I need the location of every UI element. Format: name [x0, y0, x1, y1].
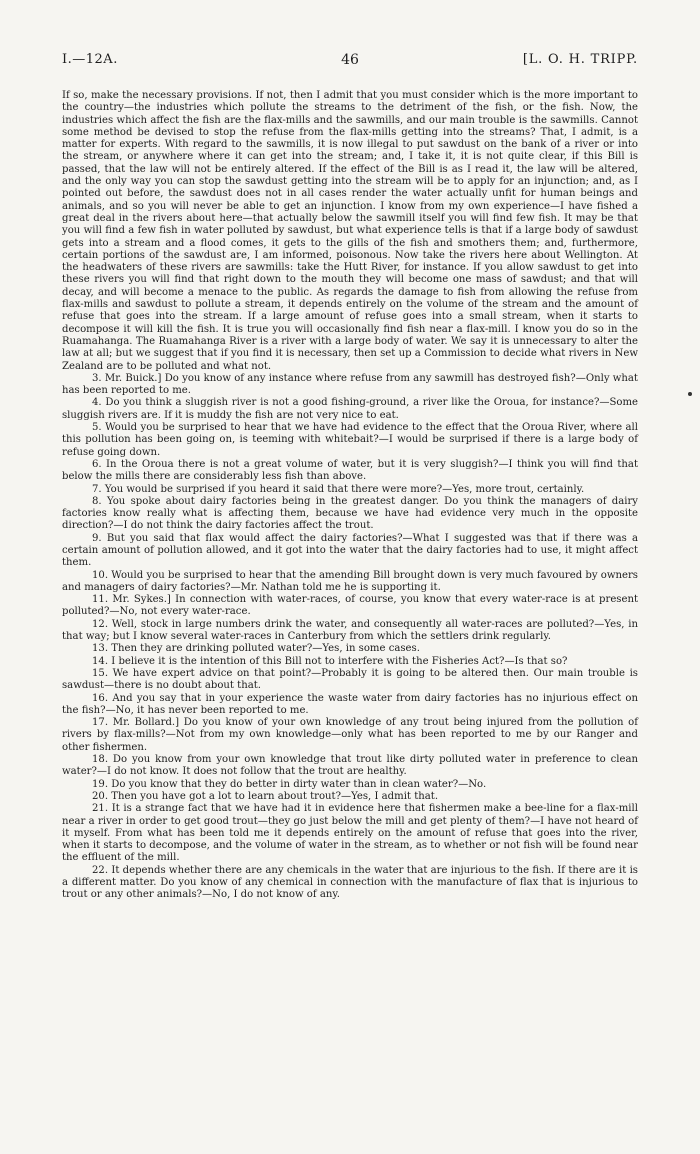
question-answer-9: 9. But you said that flax would affect the dairy factories?—What I suggested was that if there was a certain amount of pollution allowed, and it got into the water that the dairy factories had to use, it might affect them.: [62, 532, 638, 569]
question-answer-15: 15. We have expert advice on that point?—Probably it is going to be altered then. Our main trouble is sawdust—there is no doubt about that.: [62, 667, 638, 692]
question-answer-4: 4. Do you think a sluggish river is not a good fishing-ground, a river like the Oroua, for instance?—Some sluggish rivers are. If it is muddy the fish are not very nice to eat.: [62, 397, 638, 421]
paper-reference: I.—12A.: [62, 52, 118, 67]
question-answer-11: 11. Mr. Sykes.] In connection with water-races, of course, you know that every water-race is at present polluted?—No, not every water-race.: [62, 594, 638, 618]
question-answer-6: 6. In the Oroua there is not a great volume of water, but it is very sluggish?—I think you will find that below the mills there are considerably less fish than above.: [62, 458, 638, 483]
page-number: 46: [341, 52, 359, 68]
question-answer-13: 13. Then they are drinking polluted water?—Yes, in some cases.: [92, 643, 420, 655]
question-answer-20: 20. Then you have got a lot to learn about trout?—Yes, I admit that.: [92, 790, 439, 802]
question-answer-21: 21. It is a strange fact that we have had it in evidence here that fishermen make a bee-line for a flax-mill near a river in order to get good trout—they go just below the mill and get plenty of them?—I have not heard of it myself. From what has been told me it depends entirely on the amount of refuse that goes into the river, when it starts to decompose, and the volume of water in the stream, as to whether or not fish will be found near the effluent of the mill.: [62, 803, 638, 864]
question-answer-7: 7. You would be surprised if you heard it said that there were more?—Yes, more trout, certainly.: [92, 483, 585, 495]
question-answer-22: 22. It depends whether there are any chemicals in the water that are injurious to the fish. If there are it is a different matter. Do you know of any chemical in connection with the manufacture of flax that is injurious to trout or any other animals?—No, I do not know of any.: [62, 864, 638, 901]
question-answer-18: 18. Do you know from your own knowledge that trout like dirty polluted water in preference to clean water?—I do not know. It does not follow that the trout are healthy.: [62, 754, 638, 778]
question-answer-5: 5. Would you be surprised to hear that we have had evidence to the effect that the Oroua River, where all this pollution has been going on, is teeming with whitebait?—I would be surprised if there is a large body of refuse going down.: [62, 422, 638, 458]
question-answer-14: 14. I believe it is the intention of this Bill not to interfere with the Fisheries Act?—Is that so?: [92, 655, 568, 667]
question-answer-17: 17. Mr. Bollard.] Do you know of your own knowledge of any trout being injured from the pollution of rivers by flax-mills?—Not from my own knowledge—only what has been reported to me by our Ranger and other fishermen.: [62, 717, 638, 753]
question-answer-16: 16. And you say that in your experience the waste water from dairy factories has no injurious effect on the fish?—No, it has never been reported to me.: [62, 692, 638, 716]
question-answer-8: 8. You spoke about dairy factories being in the greatest danger. Do you think the managers of dairy factories know really what is affecting them, because we have had evidence very much in the opposite direction?—I do not think the dairy factories affect the trout.: [62, 495, 638, 532]
witness-name: [L. O. H. TRIPP.: [522, 52, 638, 67]
question-answer-3: 3. Mr. Buick.] Do you know of any instance where refuse from any sawmill has destroyed fish?—Only what has been reported to me.: [62, 372, 638, 397]
statement-paragraph: If so, make the necessary provisions. If not, then I admit that you must consider which is the more important to the country—the industries which pollute the streams to the detriment of the fish, or the fish. Now, the industries which affect the fish are the flax-mills and the sawmills, and our main trouble is the sawmills. Cannot some method be devised to stop the refuse from the flax-mills getting into the streams? That, I admit, is a matter for experts. With regard to the sawmills, it is now illegal to put sawdust on the bank of a river or into the stream, or anywhere where it can get into the stream; and, I take it, it is not quite clear, if this Bill is passed, that the law will not be entirely altered. If the effect of the Bill is as I read it, the law will be altered, and the only way you can stop the sawdust getting into the stream will be to apply for an injunction; and, as I pointed out before, the sawdust does not in all cases render the water actually unfit for human beings and animals, and so you will never be able to get an injunction. I know from my own experience—I have fished a great deal in the rivers about here—that actually below the sawmill itself you will find few fish. It may be that you will find a few fish in water polluted by sawdust, but what experience tells is that if a large body of sawdust gets into a stream and a flood comes, it gets to the gills of the fish and smothers them; and, furthermore, certain portions of the sawdust are, I am informed, poisonous. Now take the rivers here about Wellington. At the headwaters of these rivers are sawmills: take the Hutt River, for instance. If you allow sawdust to get into these rivers you will find that right down to the mouth they will become one mass of sawdust; and that will decay, and will become a menace to the public. As regards the damage to fish from allowing the refuse from flax-mills and sawdust to pollute a stream, it depends entirely on the volume of the stream and the amount of refuse that goes into the stream. If a large amount of refuse goes into a small stream, when it starts to decompose it will kill the fish. It is true you will occasionally find fish near a flax-mill. I know you do so in the Ruamahanga. The Ruamahanga River is a river with a large body of water. We say it is unnecessary to alter the law at all; but we suggest that if you find it is necessary, then set up a Commission to decide what rivers in New Zealand are to be polluted and what not.: [62, 90, 638, 372]
page-header: [62, 52, 638, 72]
question-answer-19: 19. Do you know that they do better in dirty water than in clean water?—No.: [92, 778, 487, 790]
testimony-body: [62, 90, 638, 902]
question-answer-10: 10. Would you be surprised to hear that the amending Bill brought down is very much favoured by owners and managers of dairy factories?—Mr. Nathan told me he is supporting it.: [62, 569, 638, 593]
margin-dot: [688, 392, 692, 396]
question-answer-12: 12. Well, stock in large numbers drink the water, and consequently all water-races are polluted?—Yes, in that way; but I know several water-races in Canterbury from which the settlers drink regularly.: [62, 618, 638, 643]
